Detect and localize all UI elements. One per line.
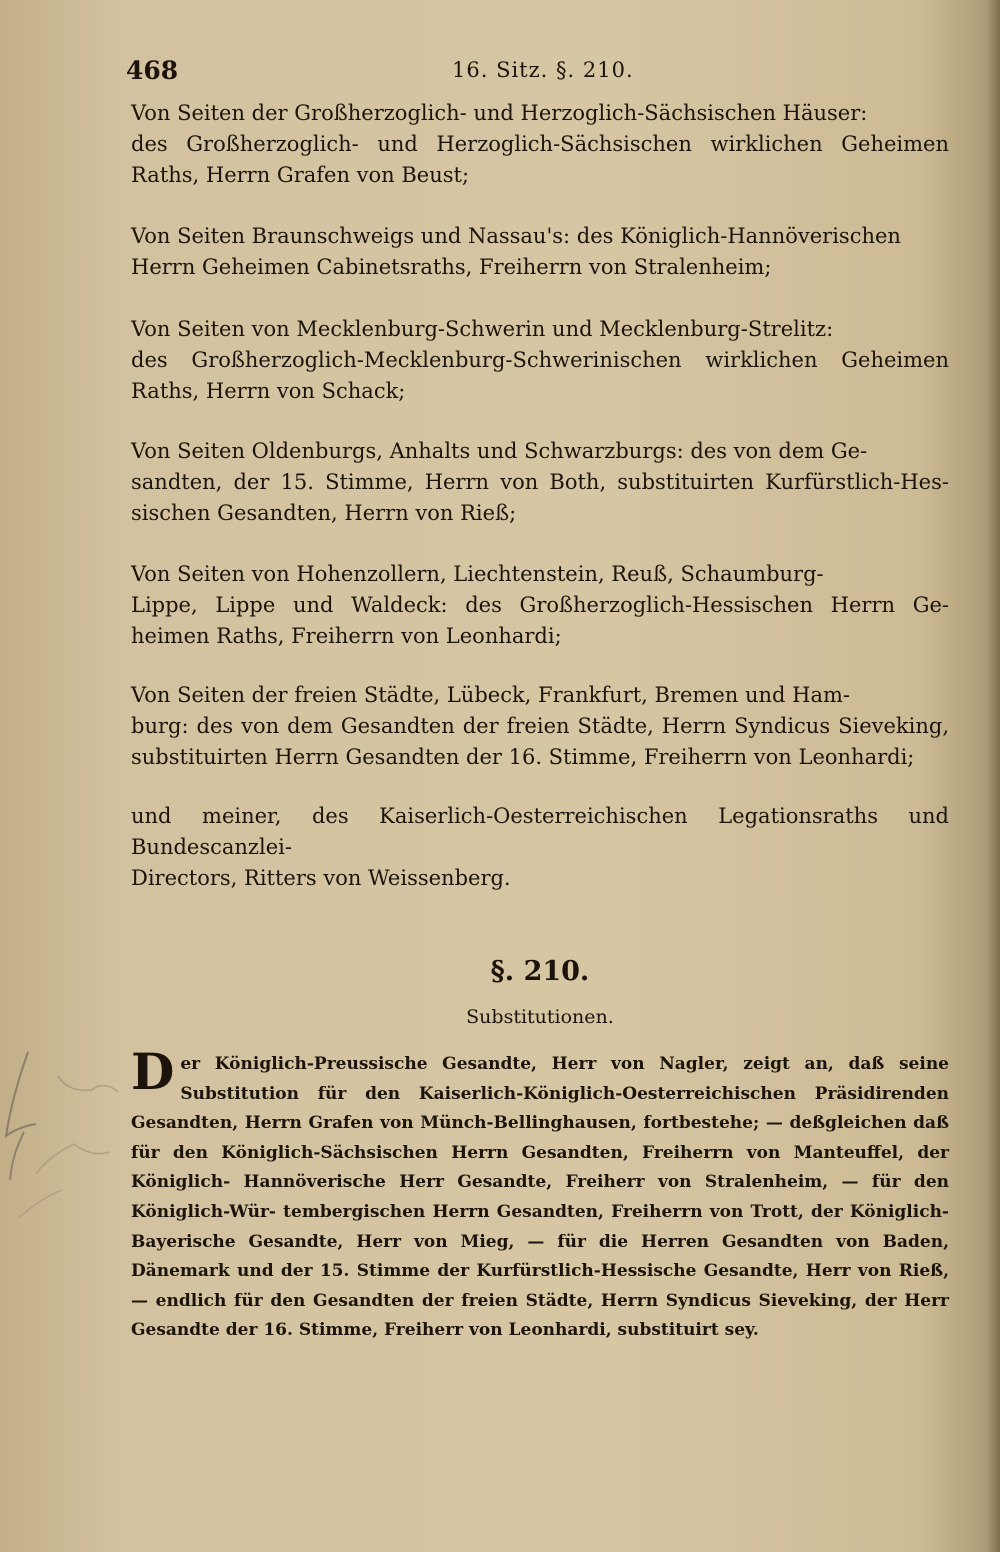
entry-text: burg: des von dem Gesandten der freien Städte, Herrn Syndicus Sieveking, substituirten Herrn Gesandten der 16. Stimme, Freiherrn von Leonhardi; <box>131 714 949 769</box>
pencil-stroke <box>58 1076 118 1092</box>
pencil-stroke <box>6 1052 36 1136</box>
paragraph-text: er Königlich-Preussische Gesandte, Herr von Nagler, zeigt an, daß seine Substitution für den Kaiserlich-Königlich-Oesterreichischen Präsidirenden Gesandten, Herrn Grafen von Münch-Bellinghausen, fortbestehe; — deßgleichen daß für den Königlich-Sächsischen Herrn Gesandten, Freiherrn von Manteuffel, der Königlich- Hannöverische Herr Gesandte, Freiherr von Stralenheim, — für den Königlich-Wür- tembergischen Herrn Gesandten, Freiherrn von Trott, der Königlich-Bayerische Gesandte, Herr von Mieg, — für die Herren Gesandten von Baden, Dänemark und der 15. Stimme der Kurfürstlich-Hessische Gesandte, Herr von Rieß, — endlich für den Gesandten der freien Städte, Herrn Syndicus Sieveking, der Herr Gesandte der 16. Stimme, Freiherr von Leonhardi, substituirt sey. <box>131 1054 949 1341</box>
handwritten-margin-marks <box>0 1040 125 1240</box>
section-heading: §. 210. <box>490 956 590 987</box>
delegation-entry-free-cities <box>131 680 949 773</box>
entry-text: des Großherzoglich- und Herzoglich-Sächsischen wirklichen Geheimen Raths, Herrn Grafen von Beust; <box>131 132 949 187</box>
page-header <box>0 56 1000 90</box>
entry-first-line: Von Seiten der Großherzoglich- und Herzoglich-Sächsischen Häuser: <box>131 101 868 125</box>
entry-text: Herrn Geheimen Cabinetsraths, Freiherrn von Stralenheim; <box>131 255 772 279</box>
substitutions-paragraph <box>131 1042 949 1346</box>
entry-first-line: und meiner, des Kaiserlich-Oesterreichischen Legationsraths und Bundescanzlei- <box>131 804 949 859</box>
delegation-entry-hohenzollern <box>131 559 949 652</box>
entry-text: des Großherzoglich-Mecklenburg-Schwerinischen wirklichen Geheimen Raths, Herrn von Schack; <box>131 348 949 403</box>
delegation-entry-saxony <box>131 98 949 191</box>
entry-text: Lippe, Lippe und Waldeck: des Großherzoglich-Hessischen Herrn Ge- heimen Raths, Freiherrn von Leonhardi; <box>131 593 949 648</box>
entry-first-line: Von Seiten Braunschweigs und Nassau's: des Königlich-Hannöverischen <box>131 224 901 248</box>
running-head: 16. Sitz. §. 210. <box>452 58 634 82</box>
delegation-entry-brunswick <box>131 221 949 283</box>
drop-cap: D <box>131 1042 175 1101</box>
delegation-entry-mecklenburg <box>131 314 949 407</box>
page-number: 468 <box>126 56 179 85</box>
page-edge-shadow <box>986 0 1000 1552</box>
section-subtitle: Substitutionen. <box>466 1006 614 1028</box>
author-entry <box>131 801 949 894</box>
delegation-entry-oldenburg <box>131 436 949 529</box>
entry-first-line: Von Seiten von Mecklenburg-Schwerin und Mecklenburg-Strelitz: <box>131 317 834 341</box>
entry-text: Directors, Ritters von Weissenberg. <box>131 866 511 890</box>
entry-text: sandten, der 15. Stimme, Herrn von Both, substituirten Kurfürstlich-Hes- sischen Gesandten, Herrn von Rieß; <box>131 470 949 525</box>
pencil-stroke <box>10 1132 24 1180</box>
entry-first-line: Von Seiten der freien Städte, Lübeck, Frankfurt, Bremen und Ham- <box>131 683 850 707</box>
pencil-stroke <box>18 1190 62 1218</box>
entry-first-line: Von Seiten von Hohenzollern, Liechtenstein, Reuß, Schaumburg- <box>131 562 824 586</box>
pencil-stroke <box>36 1144 110 1174</box>
entry-first-line: Von Seiten Oldenburgs, Anhalts und Schwarzburgs: des von dem Ge- <box>131 439 868 463</box>
